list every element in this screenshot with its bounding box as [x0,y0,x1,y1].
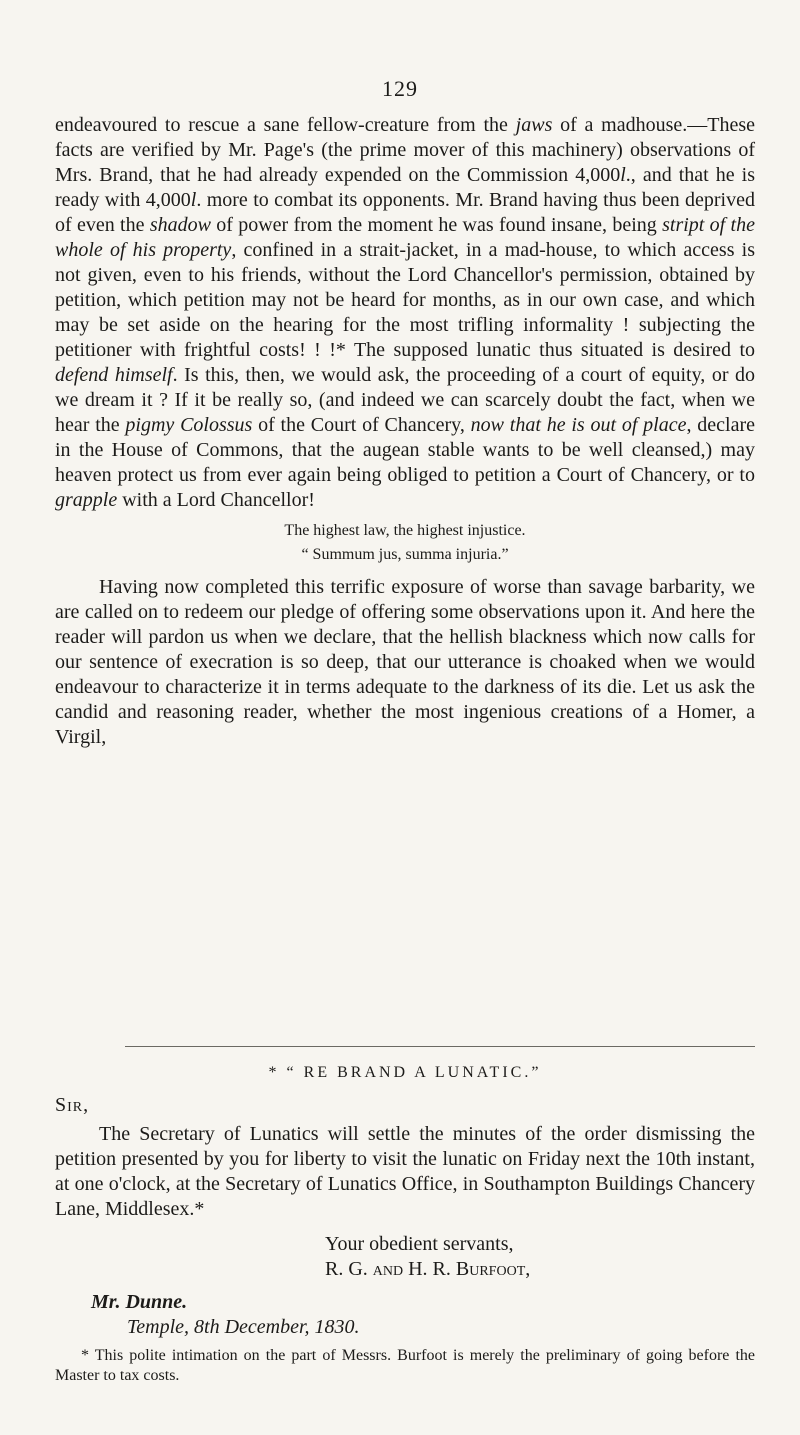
paragraph-1: endeavoured to rescue a sane fellow-creature from the jaws of a madhouse.—These facts are verified by Mr. Page's (the prime mover of this machinery) observations of Mrs. Brand, that he had already expended on the Commission 4,000l., and that he is ready with 4,000l. more to combat its opponents. Mr. Brand having thus been deprived of even the shadow of power from the moment he was found insane, being stript of the whole of his property, confined in a strait-jacket, in a mad-house, to which access is not given, even to his friends, without the Lord Chancellor's permission, obtained by petition, which petition may not be heard for months, as in our own case, and which may be set aside on the hearing for the most trifling informality ! subjecting the petitioner with frightful costs! ! !* The supposed lunatic thus situated is desired to defend himself. Is this, then, we would ask, the proceeding of a court of equity, or do we dream it ? If it be really so, (and indeed we can scarcely doubt the fact, when we hear the pigmy Colossus of the Court of Chancery, now that he is out of place, declare in the House of Commons, that the augean stable wants to be well cleansed,) may heaven protect us from ever again being obliged to petition a Court of Chancery, or to grapple with a Lord Chancellor! [55,114,755,511]
letter-closing: Your obedient servants, [325,1233,514,1255]
paragraph-2: Having now completed this terrific exposure of worse than savage barbarity, we are called on to redeem our pledge of offering some observations upon it. And here the reader will pardon us when we declare, that the hellish blackness which now calls for our sentence of execration is so deep, that our utterance is choaked when we would endeavour to characterize it in terms adequate to the darkness of its die. Let us ask the candid and reasoning reader, whether the most ingenious creations of a Homer, a Virgil, [55,576,755,748]
footnote-divider [125,1046,755,1047]
letter-dateline: Temple, 8th December, 1830. [127,1316,360,1338]
footnote [55,1060,755,1386]
quote-latin: “ Summum jus, summa injuria.” [301,546,509,563]
page-number: 129 [382,76,418,101]
letter-signature: R. G. and H. R. Burfoot, [325,1258,531,1280]
letter-addressee: Mr. Dunne. [91,1291,188,1313]
latin-quote [55,519,755,567]
footnote-heading: * “ RE BRAND A LUNATIC.” [268,1064,542,1081]
quote-translation: The highest law, the highest injustice. [284,522,526,539]
sub-footnote: * This polite intimation on the part of Messrs. Burfoot is merely the preliminary of going before the Master to tax costs. [55,1347,755,1384]
letter-salutation: Sir, [55,1094,90,1116]
letter-body: The Secretary of Lunatics will settle the minutes of the order dismissing the petition presented by you for liberty to visit the lunatic on Friday next the 10th instant, at one o'clock, at the Secretary of Lunatics Office, in Southampton Buildings Chancery Lane, Middlesex.* [55,1123,755,1220]
main-text [55,113,755,750]
